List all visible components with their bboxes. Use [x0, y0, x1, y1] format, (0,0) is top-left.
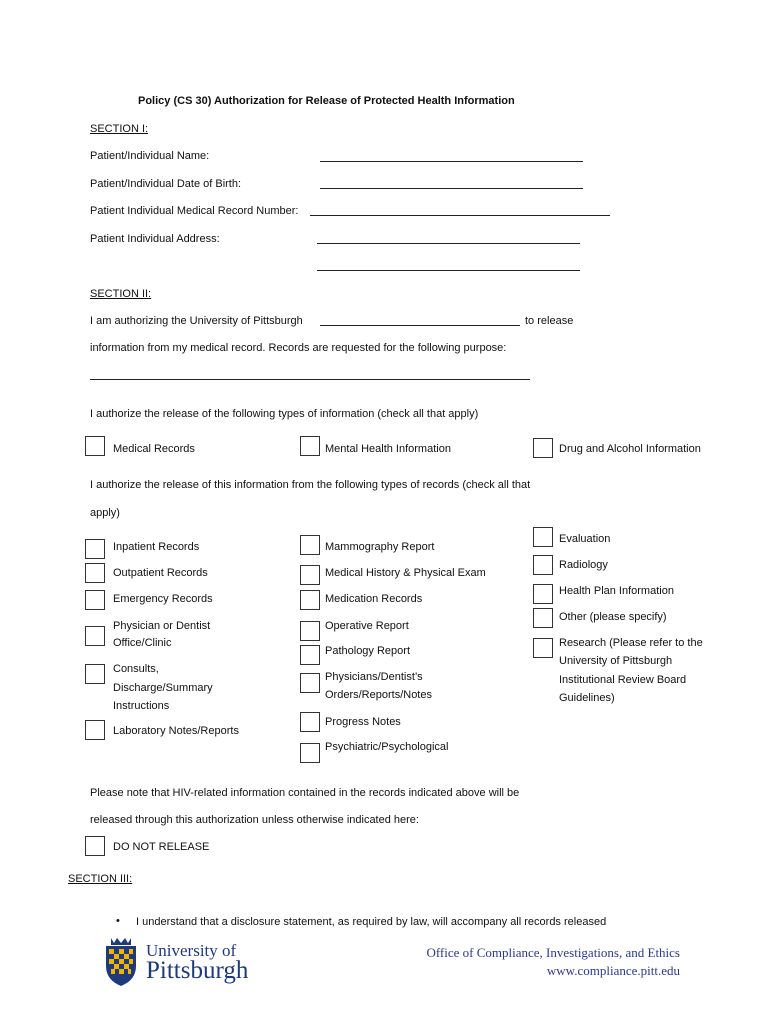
record-label: Research (Please refer to the [559, 637, 703, 649]
record-label: Evaluation [559, 533, 611, 545]
hiv-note-cont: released through this authorization unless otherwise indicated here: [90, 814, 419, 826]
checkbox-mental-health[interactable] [300, 436, 320, 456]
section-1-heading: SECTION I: [90, 123, 149, 135]
logo-line-2: Pittsburgh [146, 957, 249, 984]
checkbox-operative[interactable] [300, 621, 320, 641]
record-label: Institutional Review Board [559, 674, 687, 686]
office-name: Office of Compliance, Investigations, and Ethics [426, 945, 680, 960]
record-label: Psychiatric/Psychological [325, 741, 449, 753]
record-label: Health Plan Information [559, 585, 674, 597]
section-2-heading: SECTION II: [90, 288, 152, 300]
authorize-text: I am authorizing the University of Pittsburgh [90, 315, 303, 327]
record-label: Physicians/Dentist’s [325, 671, 423, 683]
checkbox-outpatient[interactable] [85, 563, 105, 583]
info-types-prompt: I authorize the release of the following types of information (check all that apply) [90, 408, 479, 420]
checkbox-physician-dentist[interactable] [85, 626, 105, 646]
checkbox-pathology[interactable] [300, 645, 320, 665]
name-label: Patient/Individual Name: [90, 150, 210, 162]
checkbox-radiology[interactable] [533, 555, 553, 575]
checkbox-medication[interactable] [300, 590, 320, 610]
record-label: Discharge/Summary [113, 682, 213, 694]
records-prompt: I authorize the release of this information from the following types of records (check all that [90, 479, 531, 491]
checkbox-mammography[interactable] [300, 535, 320, 555]
bullet-icon: • [116, 915, 120, 927]
checkbox-health-plan[interactable] [533, 584, 553, 604]
record-label: University of Pittsburgh [559, 655, 673, 667]
record-label: Inpatient Records [113, 541, 200, 553]
hiv-note: Please note that HIV-related information contained in the records indicated above will be [90, 787, 520, 799]
record-label: Guidelines) [559, 692, 615, 704]
address-field-line-1[interactable] [317, 243, 580, 244]
record-label: Mammography Report [325, 541, 435, 553]
page-title: Policy (CS 30) Authorization for Release of Protected Health Information [138, 95, 515, 107]
records-prompt-cont: apply) [90, 507, 120, 519]
disclosure-statement: I understand that a disclosure statement, as required by law, will accompany all records released [136, 916, 607, 928]
checkbox-medical-history[interactable] [300, 565, 320, 585]
record-label: Operative Report [325, 620, 409, 632]
checkbox-do-not-release[interactable] [85, 836, 105, 856]
checkbox-inpatient[interactable] [85, 539, 105, 559]
university-seal-icon [100, 936, 142, 988]
checkbox-progress-notes[interactable] [300, 712, 320, 732]
checkbox-evaluation[interactable] [533, 527, 553, 547]
recipient-field[interactable] [320, 325, 520, 326]
checkbox-consults[interactable] [85, 664, 105, 684]
record-label: Outpatient Records [113, 567, 208, 579]
record-label: Consults, [113, 663, 159, 675]
info-type-label: Medical Records [113, 443, 195, 455]
record-label: Physician or Dentist [113, 620, 211, 632]
checkbox-physicians-orders[interactable] [300, 673, 320, 693]
info-type-label: Mental Health Information [325, 443, 451, 455]
address-label: Patient Individual Address: [90, 233, 220, 245]
do-not-release-label: DO NOT RELEASE [113, 841, 210, 853]
record-label: Other (please specify) [559, 611, 667, 623]
dob-field[interactable] [320, 188, 583, 189]
authorize-text-end: to release [525, 315, 574, 327]
record-label: Instructions [113, 700, 170, 712]
checkbox-drug-alcohol[interactable] [533, 438, 553, 458]
record-label: Medication Records [325, 593, 423, 605]
address-field-line-2[interactable] [317, 270, 580, 271]
checkbox-other[interactable] [533, 608, 553, 628]
checkbox-emergency[interactable] [85, 590, 105, 610]
record-label: Progress Notes [325, 716, 401, 728]
record-label: Medical History & Physical Exam [325, 567, 486, 579]
record-label: Orders/Reports/Notes [325, 689, 432, 701]
section-3-heading: SECTION III: [68, 873, 133, 885]
info-type-label: Drug and Alcohol Information [559, 443, 701, 455]
checkbox-psychiatric[interactable] [300, 743, 320, 763]
mrn-label: Patient Individual Medical Record Number: [90, 205, 299, 217]
record-label: Laboratory Notes/Reports [113, 725, 239, 737]
dob-label: Patient/Individual Date of Birth: [90, 178, 242, 190]
record-label: Office/Clinic [113, 637, 172, 649]
record-label: Emergency Records [113, 593, 213, 605]
checkbox-research[interactable] [533, 638, 553, 658]
purpose-field[interactable] [90, 379, 530, 380]
record-label: Radiology [559, 559, 608, 571]
record-label: Pathology Report [325, 645, 410, 657]
name-field[interactable] [320, 161, 583, 162]
mrn-field[interactable] [310, 215, 610, 216]
checkbox-medical-records[interactable] [85, 436, 105, 456]
office-url[interactable]: www.compliance.pitt.edu [546, 963, 680, 978]
logo-line-1: University of [146, 941, 237, 960]
purpose-text: information from my medical record. Records are requested for the following purpose: [90, 342, 507, 354]
checkbox-laboratory[interactable] [85, 720, 105, 740]
